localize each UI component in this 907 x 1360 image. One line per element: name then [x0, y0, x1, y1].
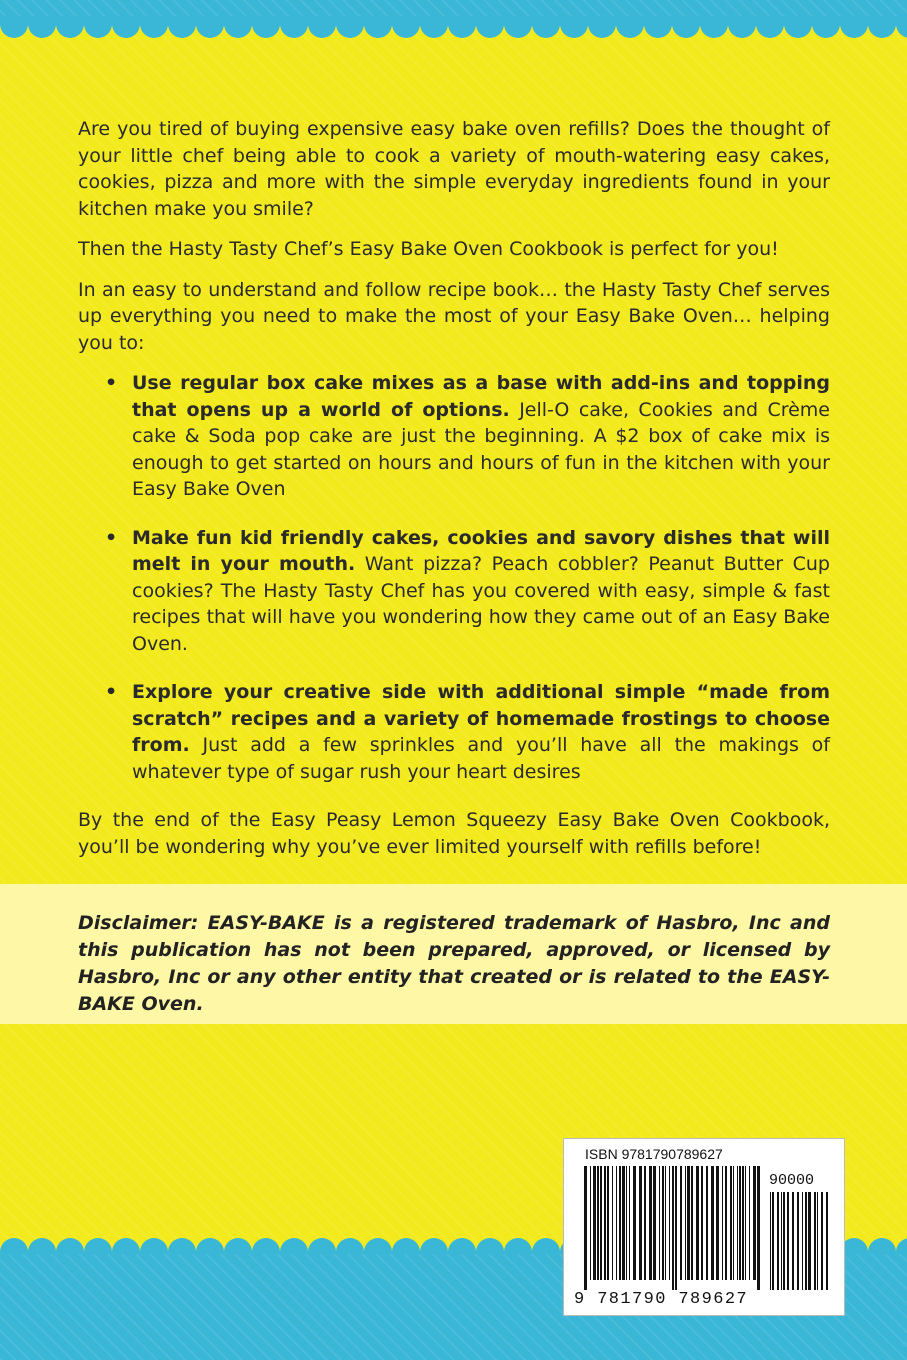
bullet-icon: • [105, 372, 118, 394]
bullet-text: Jell-O cake, Cookies and Crème cake & Soda pop cake are just the beginning. A $2 box of cake mix is enough to get started on hours and hours of fun in the kitchen with your Easy Bake Oven [132, 398, 830, 500]
benefits-list [78, 370, 830, 785]
intro-paragraph-1: Are you tired of buying expensive easy bake oven refills? Does the thought of your little chef being able to cook a variety of mouth-watering easy cakes, cookies, pizza and more with the simple everyday ingredients found in your kitchen make you smile? [78, 118, 830, 220]
bullet-text: Want pizza? Peach cobbler? Peanut Butter Cup cookies? The Hasty Tasty Chef has you covered with easy, simple & fast recipes that will have you wondering how they came out of an Easy Bake Oven. [132, 553, 830, 655]
bullet-bold-lead: Make fun kid friendly cakes, cookies and savory dishes that will melt in your mouth. [132, 526, 830, 575]
closing-paragraph: By the end of the Easy Peasy Lemon Squeezy Easy Bake Oven Cookbook, you’ll be wondering why you’ve ever limited yourself with refills before! [78, 809, 830, 858]
top-scalloped-border [0, 16, 907, 40]
bullet-bold-lead: Explore your creative side with additional simple “made from scratch” recipes and a variety of homemade frostings to choose from. [132, 681, 830, 756]
bullet-icon: • [105, 526, 118, 549]
list-item [78, 679, 830, 785]
bullet-text: Just add a few sprinkles and you’ll have all the makings of whatever type of sugar rush your heart desires [132, 734, 830, 783]
isbn-barcode-block [563, 1138, 845, 1316]
intro-paragraph-3: In an easy to understand and follow recipe book… the Hasty Tasty Chef serves up everything you need to make the most of your Easy Bake Oven… helping you to: [78, 278, 830, 354]
list-item [78, 525, 830, 658]
ean-digits: 9 781790 789627 [574, 1290, 749, 1309]
list-item [78, 370, 830, 503]
disclaimer-text: Disclaimer: EASY-BAKE is a registered trademark of Hasbro, Inc and this publication has not been prepared, approved, or licensed by Hasbro, Inc or any other entity that created or is related to the EASY-BAKE Oven. [78, 912, 830, 1015]
description-body [78, 116, 830, 874]
intro-paragraph-2: Then the Hasty Tasty Chef’s Easy Bake Oven Cookbook is perfect for you! [78, 238, 779, 260]
bullet-bold-lead: Use regular box cake mixes as a base with add-ins and topping that opens up a world of options. [132, 372, 830, 421]
bullet-icon: • [105, 681, 118, 703]
isbn-label: ISBN 9781790789627 [585, 1146, 723, 1162]
price-addon-code: 90000 [769, 1172, 815, 1189]
